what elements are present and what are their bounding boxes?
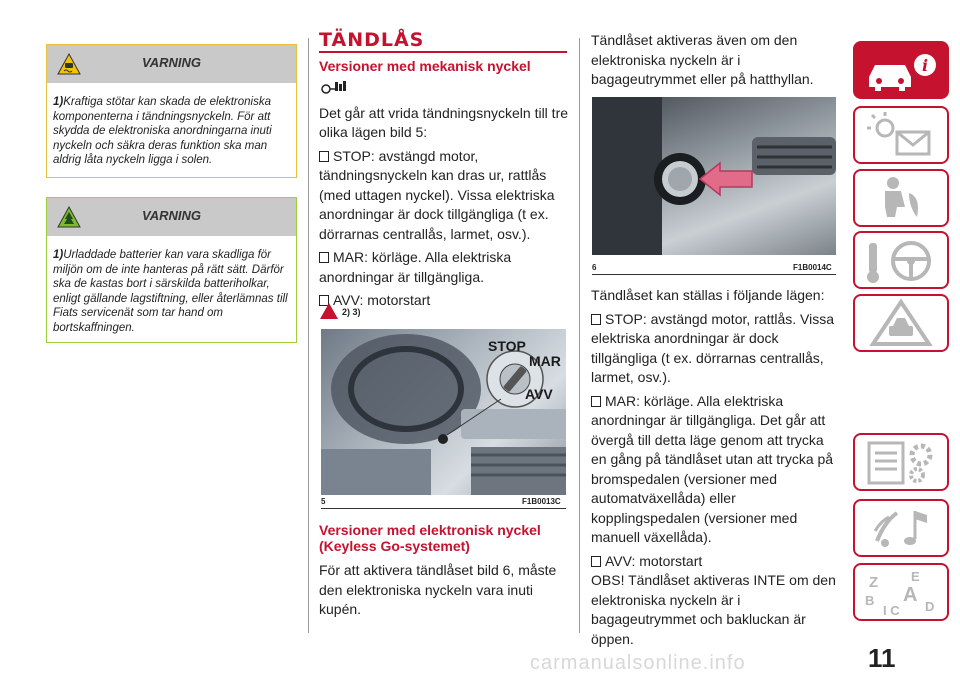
label-mar: MAR bbox=[529, 353, 561, 369]
warning-box-1 bbox=[46, 44, 297, 178]
tab-multimedia[interactable] bbox=[853, 499, 949, 557]
column-divider bbox=[308, 38, 309, 633]
col3-intro-text: Tändlåset aktiveras även om den elektroniska nyckeln är i bagageutrymmet eller på hatthyllan. bbox=[591, 32, 814, 87]
tab-index[interactable] bbox=[853, 563, 949, 621]
page-number: 11 bbox=[868, 643, 896, 673]
checkbox-bullet bbox=[591, 396, 601, 407]
figure-6-number: 6 bbox=[592, 263, 597, 272]
svg-text:Z: Z bbox=[869, 574, 879, 591]
keyless-section bbox=[319, 522, 569, 624]
caution-icon bbox=[320, 303, 338, 319]
col3-item-avv bbox=[591, 552, 841, 572]
figure-6-rule bbox=[592, 274, 836, 275]
label-avv: AVV bbox=[525, 386, 553, 402]
driving-icon bbox=[855, 233, 947, 287]
tab-emergency[interactable] bbox=[853, 294, 949, 352]
checkbox-bullet bbox=[319, 252, 329, 263]
keyless-text: För att aktivera tändlåset bild 6, måste den elektroniska nyckeln vara inuti kupén. bbox=[319, 562, 557, 617]
column-2-text bbox=[319, 58, 569, 315]
warning-text bbox=[47, 236, 296, 343]
tab-warning-lights[interactable] bbox=[853, 106, 949, 164]
maintenance-icon bbox=[855, 435, 947, 489]
car-info-icon bbox=[855, 43, 947, 97]
col3-note: OBS! Tändlåset aktiveras INTE om den elektroniska nyckeln är i bagageutrymmet och bakluckan är öppen. bbox=[591, 572, 836, 647]
col3-item-stop bbox=[591, 310, 841, 388]
column-divider bbox=[579, 38, 580, 633]
col3-item-mar bbox=[591, 392, 841, 548]
watermark: carmanualsonline.info bbox=[530, 652, 746, 674]
mech-intro: Det går att vrida tändningsnyckeln till tre olika lägen bild 5: bbox=[319, 104, 569, 140]
tab-safety[interactable] bbox=[853, 169, 949, 227]
figure-6-photo bbox=[592, 97, 836, 255]
item-text: STOP: avstängd motor, tändningsnyckeln kan dras ur, rattlås (med uttagen nyckel). Vissa elektriska anordningar är dock tillgängliga (t ex. dörrarnas centrallås, larmet, osv.). bbox=[319, 147, 555, 242]
multimedia-icon bbox=[855, 501, 947, 555]
index-icon bbox=[855, 565, 947, 619]
warning-title: VARNING bbox=[142, 208, 201, 223]
tab-car-info[interactable] bbox=[853, 41, 949, 99]
warning-header bbox=[47, 45, 296, 83]
section-title: TÄNDLÅS bbox=[319, 29, 425, 51]
figure-5-photo bbox=[321, 329, 566, 495]
svg-text:A: A bbox=[903, 584, 918, 606]
warning-header bbox=[47, 198, 296, 236]
warning-text bbox=[47, 83, 296, 176]
item-text: AVV: motorstart bbox=[605, 552, 703, 569]
item-text: AVV: motorstart bbox=[333, 292, 431, 308]
key-icon bbox=[321, 80, 569, 100]
caution-ref bbox=[320, 303, 361, 324]
figure-5-rule bbox=[321, 508, 566, 509]
checkbox-bullet bbox=[319, 151, 329, 162]
safety-icon bbox=[855, 171, 947, 225]
title-underline bbox=[319, 51, 567, 53]
svg-text:B: B bbox=[865, 593, 875, 608]
checkbox-bullet bbox=[591, 556, 601, 567]
mech-item-mar bbox=[319, 248, 569, 287]
subsection-mechanical: Versioner med mekanisk nyckel bbox=[319, 58, 531, 74]
item-text: MAR: körläge. Alla elektriska anordningar är tillgängliga. bbox=[319, 249, 512, 285]
item-text: MAR: körläge. Alla elektriska anordningar är tillgängliga. Det går att övergå till detta läge genom att trycka en gång på tändlåset utan att trycka på bromspedalen (versioner med automatväxellåda) eller kopplingspedalen (versioner med manuell växellåda). bbox=[591, 392, 834, 545]
subsection-keyless: Versioner med elektronisk nyckel (Keyless Go-systemet) bbox=[319, 522, 541, 554]
svg-text:E: E bbox=[911, 569, 920, 584]
svg-text:D: D bbox=[925, 599, 935, 614]
tab-maintenance[interactable] bbox=[853, 433, 949, 491]
figure-5-code: F1B0013C bbox=[522, 497, 561, 506]
warning-lights-icon bbox=[855, 108, 947, 162]
column-3-text bbox=[591, 286, 841, 653]
label-stop: STOP bbox=[488, 338, 526, 354]
svg-text:i: i bbox=[922, 56, 929, 75]
figure-5-number: 5 bbox=[321, 497, 326, 506]
warning-num: 1) bbox=[53, 96, 64, 108]
tab-driving[interactable] bbox=[853, 231, 949, 289]
figure-6-code: F1B0014C bbox=[793, 263, 832, 272]
warning-title: VARNING bbox=[142, 55, 201, 70]
warning-body: Urladdade batterier kan vara skadliga för miljön om de inte hanteras på rätt sätt. Därför ska de kastas bort i särskilda batteriholkar, enligt gällande lagstiftning, eller återlämnas till Fiats servicenät som tar hand om bortskaffningen. bbox=[53, 249, 288, 334]
warning-body: Kraftiga stötar kan skada de elektroniska komponenterna i tändningsnyckeln. För att skydda de elektroniska anordningarna inuti nyckeln och säkra deras funktion ska man aldrig låta nyckeln ligga i solen. bbox=[53, 96, 272, 166]
mech-item-stop bbox=[319, 147, 569, 245]
positions-intro: Tändlåset kan ställas i följande lägen: bbox=[591, 287, 825, 303]
column-3-intro bbox=[591, 31, 841, 94]
svg-text:I C: I C bbox=[883, 603, 900, 618]
checkbox-bullet bbox=[591, 314, 601, 325]
warning-num: 1) bbox=[53, 249, 64, 261]
item-text: STOP: avstängd motor, rattlås. Vissa elektriska anordningar är dock tillgängliga (t ex. dörrarnas centrallås, larmet, osv.). bbox=[591, 310, 835, 385]
emergency-icon bbox=[855, 296, 947, 350]
ref-label: 2) 3) bbox=[342, 307, 361, 317]
warning-box-2 bbox=[46, 197, 297, 343]
